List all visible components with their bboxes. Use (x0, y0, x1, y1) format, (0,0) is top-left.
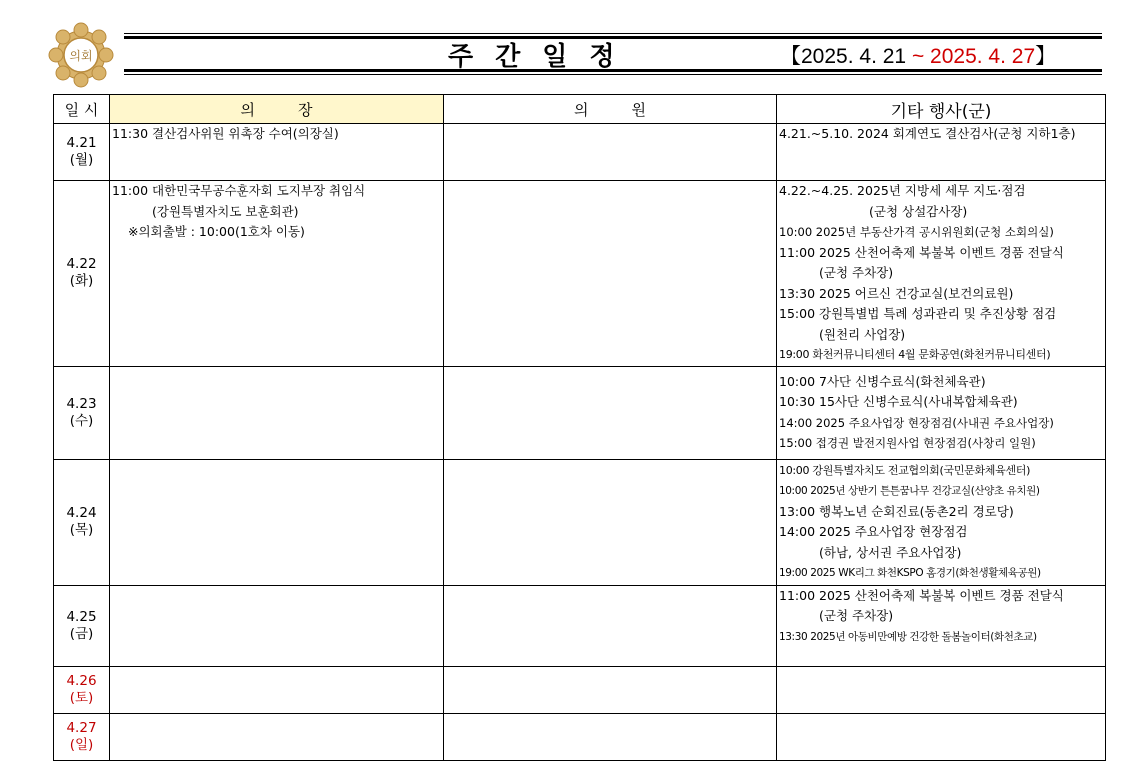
date-close: 】 (1035, 45, 1057, 68)
table-row (54, 713, 1106, 760)
day-cell (54, 713, 110, 760)
schedule-item-location: (군청 상설감사장) (869, 203, 968, 219)
other-cell (777, 124, 1106, 181)
weekday-label: (화) (69, 273, 94, 290)
schedule-item: 19:00 2025 WK리그 화천KSPO 홈경기(화천생활체육공원) (779, 567, 1041, 579)
schedule-item: 15:00 강원특별법 특례 성과관리 및 추진상황 점검 (779, 306, 1057, 321)
chair-cell (110, 124, 444, 181)
schedule-item: 11:00 대한민국무공수훈자회 도지부장 취임식 (112, 183, 366, 198)
schedule-item-location: (하남, 상서권 주요사업장) (819, 544, 962, 560)
weekday-label: (금) (69, 625, 94, 642)
schedule-item: 15:00 접경권 발전지원사업 현장점검(사창리 일원) (779, 436, 1036, 450)
schedule-item: 4.21.~5.10. 2024 회계연도 결산검사(군청 지하1층) (779, 126, 1076, 141)
schedule-item: 10:00 2025년 상반기 튼튼꿈나무 건강교실(산양초 유치원) (779, 485, 1040, 497)
council-emblem-logo (44, 21, 118, 89)
members-cell (444, 585, 777, 666)
day-cell (54, 124, 110, 181)
weekly-schedule-table (53, 94, 1106, 761)
schedule-item: 10:00 7사단 신병수료식(화천체육관) (779, 373, 986, 389)
weekday-label: (일) (69, 736, 94, 753)
chair-cell (110, 366, 444, 459)
column-header-chair: 의 장 (110, 95, 444, 124)
table-row (54, 459, 1106, 585)
date-end: 2025. 4. 27 (924, 45, 1036, 68)
day-cell (54, 181, 110, 367)
date-label: 4.21 (66, 135, 97, 151)
schedule-item: 13:30 2025년 아동비만예방 건강한 돌봄놀이터(화천초교) (779, 630, 1037, 643)
date-range (780, 40, 1056, 70)
other-cell (777, 585, 1106, 666)
other-cell (777, 181, 1106, 367)
column-header-other: 기타 행사(군) (777, 95, 1106, 124)
schedule-item-location: (원천리 사업장) (819, 326, 906, 342)
day-cell (54, 585, 110, 666)
weekday-label: (월) (69, 152, 94, 168)
members-cell (444, 666, 777, 713)
schedule-item: 4.22.~4.25. 2025년 지방세 세무 지도·점검 (779, 183, 1026, 198)
page-title: 주간일정 (448, 42, 637, 72)
weekday-label: (토) (69, 689, 94, 706)
chair-cell (110, 459, 444, 585)
other-cell (777, 459, 1106, 585)
day-cell (54, 666, 110, 713)
date-label: 4.27 (66, 719, 97, 736)
date-label: 4.26 (66, 672, 97, 689)
logo-text: 의회 (69, 49, 93, 63)
schedule-item: 19:00 화천커뮤니티센터 4월 문화공연(화천커뮤니티센터) (779, 348, 1051, 361)
members-cell (444, 366, 777, 459)
schedule-item-location: (강원특별자치도 보훈회관) (152, 203, 299, 219)
weekday-label: (수) (69, 412, 94, 429)
date-start: 【2025. 4. 21 (780, 45, 912, 68)
date-tilde: ~ (911, 45, 925, 68)
schedule-item: 10:00 2025년 부동산가격 공시위원회(군청 소회의실) (779, 225, 1054, 239)
schedule-item: 13:00 행복노년 순회진료(동촌2리 경로당) (779, 503, 1014, 519)
table-row (54, 585, 1106, 666)
schedule-note: ※의회출발 : 10:00(1호차 이동) (128, 224, 305, 239)
chair-cell (110, 666, 444, 713)
table-row (54, 666, 1106, 713)
table-row (54, 181, 1106, 367)
schedule-item: 13:30 2025 어르신 건강교실(보건의료원) (779, 285, 1014, 301)
members-cell (444, 124, 777, 181)
date-label: 4.25 (66, 608, 97, 625)
date-label: 4.24 (66, 505, 97, 521)
schedule-item: 11:30 결산검사위원 위촉장 수여(의장실) (112, 126, 339, 141)
header-top-thin-line (124, 33, 1102, 34)
members-cell (444, 181, 777, 367)
table-row (54, 124, 1106, 181)
date-label: 4.22 (66, 256, 97, 273)
date-label: 4.23 (66, 395, 97, 412)
schedule-item-location: (군청 주차장) (819, 608, 894, 623)
day-cell (54, 366, 110, 459)
day-cell (54, 459, 110, 585)
schedule-item: 14:00 2025 주요사업장 현장점검(사내권 주요사업장) (779, 415, 1054, 430)
schedule-item: 10:30 15사단 신병수료식(사내복합체육관) (779, 394, 1018, 409)
chair-cell (110, 585, 444, 666)
schedule-item: 14:00 2025 주요사업장 현장점검 (779, 524, 968, 539)
schedule-item: 10:00 강원특별자치도 전교협의회(국민문화체육센터) (779, 463, 1031, 477)
other-cell (777, 713, 1106, 760)
weekday-label: (목) (69, 522, 94, 538)
chair-cell (110, 181, 444, 367)
schedule-item-location: (군청 주차장) (819, 265, 894, 280)
members-cell (444, 459, 777, 585)
table-row (54, 366, 1106, 459)
other-cell (777, 366, 1106, 459)
members-cell (444, 713, 777, 760)
schedule-item: 11:00 2025 산천어축제 복불복 이벤트 경품 전달식 (779, 244, 1064, 260)
column-header-day: 일 시 (54, 95, 110, 124)
column-header-members: 의 원 (444, 95, 777, 124)
schedule-item: 11:00 2025 산천어축제 복불복 이벤트 경품 전달식 (779, 587, 1064, 603)
chair-cell (110, 713, 444, 760)
header-bottom-thin-line (124, 74, 1102, 75)
other-cell (777, 666, 1106, 713)
table-header-row (54, 95, 1106, 124)
